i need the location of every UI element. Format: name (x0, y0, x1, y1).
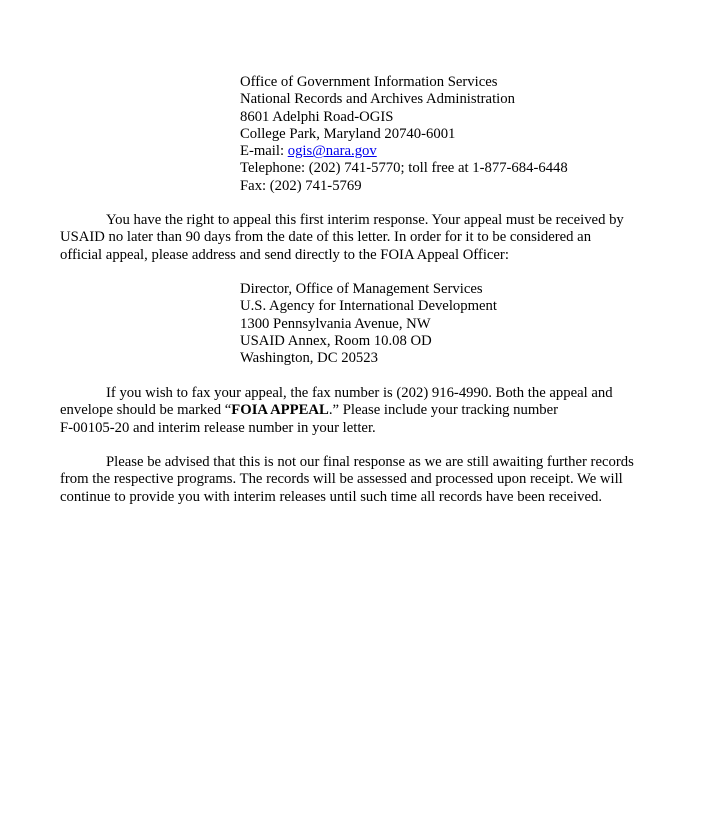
appeal-rights-line: You have the right to appeal this first interim response. Your appeal must be received by (106, 212, 624, 228)
fax-appeal-paragraph (60, 385, 658, 437)
ogis-email-link[interactable]: ogis@nara.gov (287, 143, 377, 160)
ogis-telephone: Telephone: (202) 741-5770; toll free at 1-877-684-6448 (240, 160, 568, 177)
foia-appeal-marking: FOIA APPEAL (231, 402, 329, 419)
appeal-rights-line: USAID no later than 90 days from the date of this letter. In order for it to be considered an (60, 229, 592, 246)
appeal-officer-street: 1300 Pennsylvania Avenue, NW (240, 315, 431, 332)
ogis-city: College Park, Maryland 20740-6001 (240, 125, 456, 142)
fax-appeal-line: If you wish to fax your appeal, the fax number is (202) 916-4990. Both the appeal and (106, 385, 613, 401)
appeal-officer-address-block (240, 281, 680, 367)
ogis-address-block (240, 74, 680, 195)
not-final-line: Please be advised that this is not our final response as we are still awaiting further records (106, 454, 634, 470)
ogis-fax: Fax: (202) 741-5769 (240, 177, 362, 194)
fax-appeal-line: F-00105-20 and interim release number in your letter. (60, 419, 376, 436)
appeal-rights-line: official appeal, please address and send directly to the FOIA Appeal Officer: (60, 246, 509, 263)
not-final-line: continue to provide you with interim releases until such time all records have been received. (60, 488, 603, 505)
ogis-email-line (240, 143, 680, 160)
ogis-street: 8601 Adelphi Road-OGIS (240, 108, 394, 125)
ogis-name: Office of Government Information Services (240, 74, 498, 90)
appeal-rights-paragraph (60, 212, 658, 264)
appeal-officer-agency: U.S. Agency for International Development (240, 298, 497, 315)
marking-suffix: .” Please include your tracking number (328, 402, 559, 419)
ogis-email-label: E-mail: (240, 143, 288, 160)
appeal-officer-title: Director, Office of Management Services (240, 281, 483, 297)
fax-appeal-line (60, 402, 658, 419)
appeal-officer-city: Washington, DC 20523 (240, 350, 378, 367)
marking-prefix: envelope should be marked “ (60, 402, 232, 419)
appeal-officer-room: USAID Annex, Room 10.08 OD (240, 332, 432, 349)
ogis-agency: National Records and Archives Administration (240, 91, 515, 108)
not-final-line: from the respective programs. The records will be assessed and processed upon receipt. We will (60, 471, 623, 488)
not-final-response-paragraph (60, 454, 658, 506)
